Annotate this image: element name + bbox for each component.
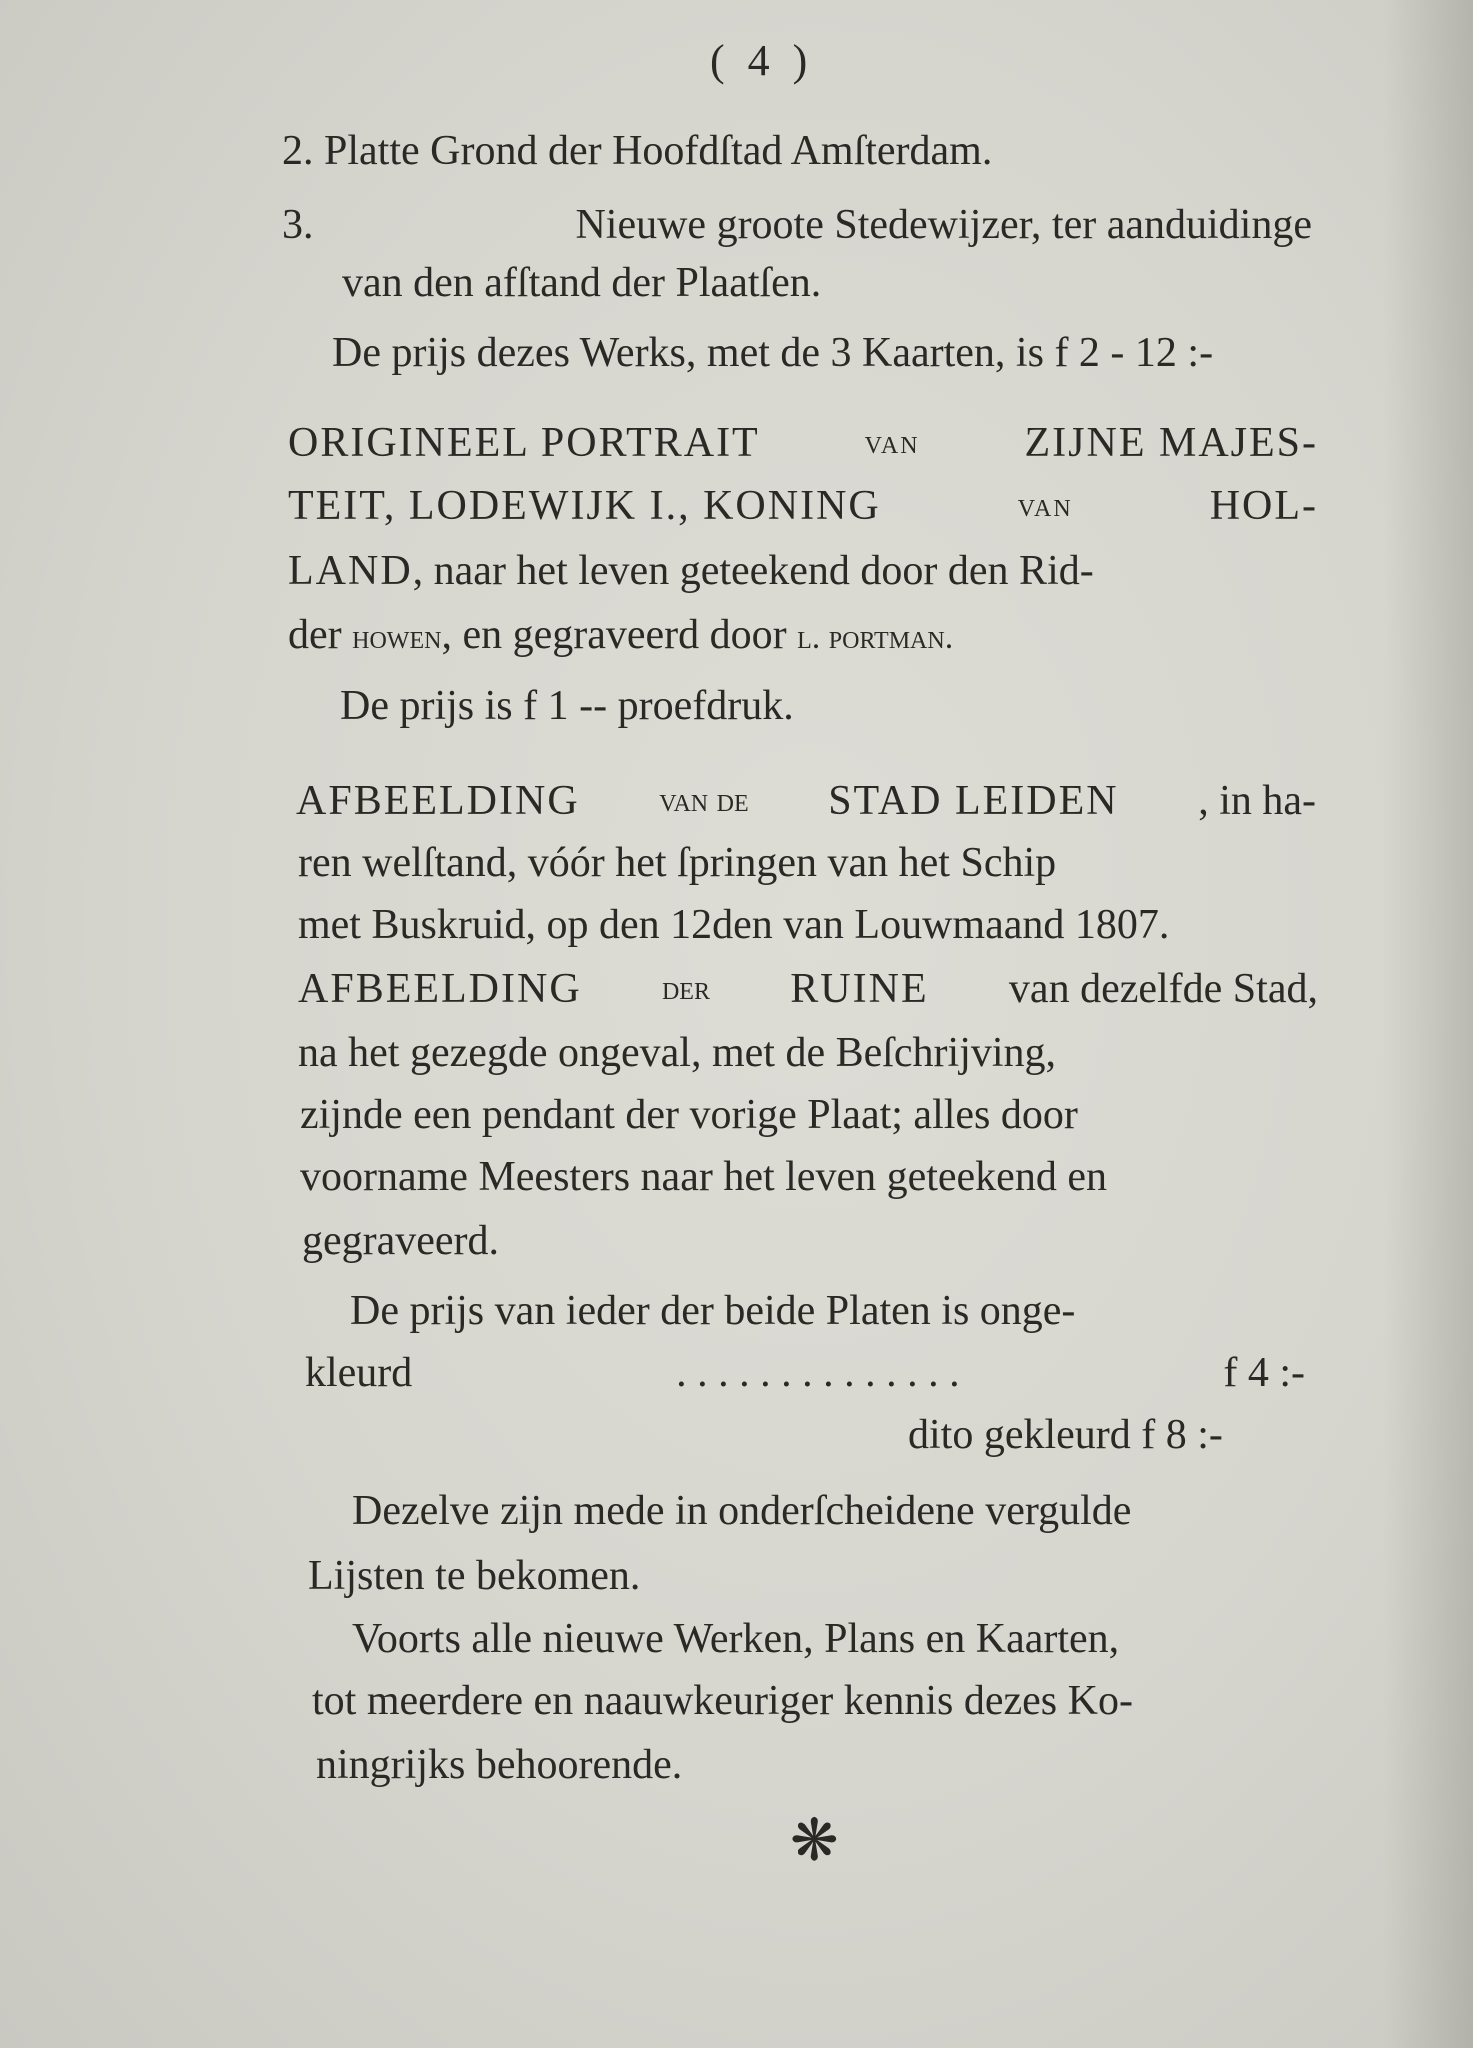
leiden-line: gegraveerd. <box>302 1218 500 1264</box>
portrait-title: ZIJNE MAJES- <box>1024 420 1318 466</box>
portrait-title: LAND <box>288 548 413 594</box>
leiden-line: na het gezegde ongeval, met de Beſchrijving, <box>298 1030 1057 1076</box>
portrait-text-line <box>288 604 953 669</box>
leiden-title: AFBEELDING <box>296 778 580 824</box>
frames-line: Lijsten te bekomen. <box>308 1553 641 1599</box>
leiden-line <box>298 958 1318 1020</box>
leiden-line <box>296 770 1316 832</box>
page-number: ( 4 ) <box>710 36 814 85</box>
body-text: , en gegraveerd door <box>441 612 787 658</box>
list-text: Nieuwe groote Stedewijzer, ter aanduidinge <box>575 202 1312 248</box>
dot-leader: . . . . . . . . . . . . . . <box>676 1350 960 1396</box>
small-caps-word: van <box>864 424 920 461</box>
body-text: , in ha- <box>1198 778 1316 824</box>
further-line: Voorts alle nieuwe Werken, Plans en Kaarten, <box>352 1616 1120 1662</box>
further-line: ningrijks behoorende. <box>316 1742 683 1788</box>
portrait-title: HOL- <box>1209 483 1318 529</box>
list-item-3 <box>282 194 1312 256</box>
list-number: 3. <box>282 202 314 248</box>
prices-line <box>305 1342 1305 1404</box>
prices-line: dito gekleurd f 8 :- <box>908 1412 1223 1458</box>
engraver-name: l. portman. <box>797 619 954 656</box>
leiden-line: met Buskruid, op den 12den van Louwmaand 1807. <box>298 902 1170 948</box>
ornament-icon: ❋ <box>790 1808 839 1873</box>
portrait-title: ORIGINEEL PORTRAIT <box>288 420 760 466</box>
body-text: kleurd <box>305 1350 413 1396</box>
leiden-line: zijnde een pendant der vorige Plaat; alles door <box>300 1092 1078 1138</box>
frames-line: Dezelve zijn mede in onderſcheidene vergulde <box>352 1488 1132 1534</box>
leiden-title: STAD LEIDEN <box>828 778 1119 824</box>
leiden-title: AFBEELDING <box>298 966 582 1012</box>
portrait-price: De prijs is f 1 -- proefdruk. <box>340 683 794 729</box>
body-text: van dezelfde Stad, <box>1008 966 1318 1012</box>
price-value: f 4 :- <box>1223 1350 1305 1396</box>
leiden-line: voorname Meesters naar het leven geteekend en <box>300 1154 1107 1200</box>
further-line: tot meerdere en naauwkeuriger kennis dezes Ko- <box>312 1678 1133 1724</box>
body-text: der <box>288 612 342 658</box>
list-number: 2. <box>282 128 314 174</box>
portrait-title-line <box>288 475 1318 537</box>
leiden-line: ren welſtand, vóór het ſpringen van het Schip <box>298 840 1057 886</box>
list-text: Platte Grond der Hoofdſtad Amſterdam. <box>324 128 993 174</box>
body-text: , naar het leven geteekend door den Rid- <box>412 548 1094 594</box>
prices-line: De prijs van ieder der beide Platen is onge- <box>350 1288 1076 1334</box>
small-caps-word: van de <box>659 782 749 819</box>
artist-name: howen <box>352 619 442 656</box>
leiden-title: RUINE <box>790 966 929 1012</box>
portrait-title-line <box>288 412 1318 474</box>
small-caps-word: der <box>661 970 710 1007</box>
portrait-title: TEIT, LODEWIJK I., KONING <box>288 483 881 529</box>
portrait-text-line <box>288 540 1318 602</box>
list-item-3-continued: van den afſtand der Plaatſen. <box>342 260 822 306</box>
list-item-2 <box>282 120 992 182</box>
small-caps-word: van <box>1017 487 1073 524</box>
price-line: De prijs dezes Werks, met de 3 Kaarten, is f 2 - 12 :- <box>332 330 1214 376</box>
